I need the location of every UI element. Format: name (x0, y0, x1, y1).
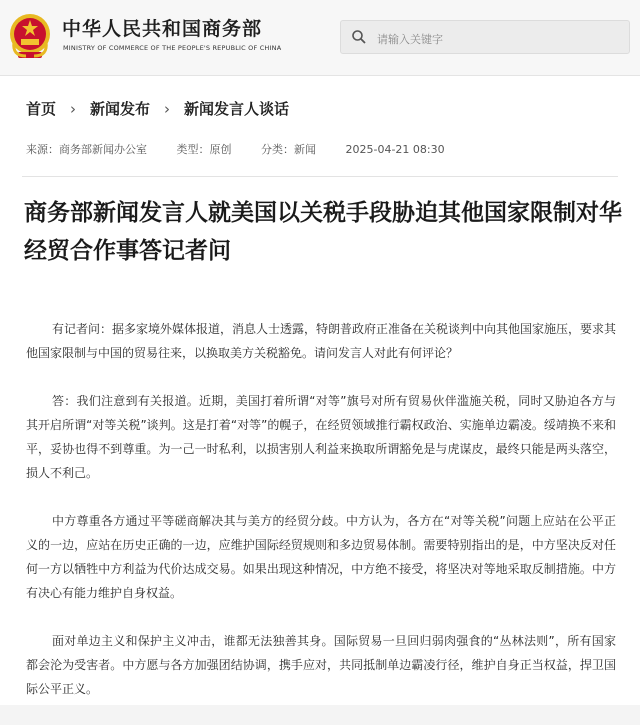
paragraph: 面对单边主义和保护主义冲击，谁都无法独善其身。国际贸易一旦回归弱肉强食的“丛林法则”，所有国家都会沦为受害者。中方愿与各方加强团结协调，携手应对，共同抵制单边霸凌行径，维护自身正当权益，捍卫国际公平正义。 (26, 634, 616, 696)
search-input[interactable]: 请输入关键字 (377, 33, 443, 46)
site-header (0, 0, 640, 76)
breadcrumb-spokesperson[interactable]: 新闻发言人谈话 (184, 100, 290, 118)
breadcrumb (26, 98, 289, 119)
site-name-cn[interactable]: 中华人民共和国商务部 (62, 18, 263, 40)
article-meta (26, 141, 445, 157)
divider (22, 176, 618, 177)
national-emblem-icon[interactable] (8, 12, 52, 60)
article-title: 商务部新闻发言人就美国以关税手段胁迫其他国家限制对华经贸合作事答记者问 (24, 200, 622, 264)
breadcrumb-separator: › (164, 100, 171, 118)
meta-date: 2025-04-21 08:30 (345, 143, 445, 156)
site-name-en: MINISTRY OF COMMERCE OF THE PEOPLE'S REPUBLIC OF CHINA (63, 44, 282, 52)
breadcrumb-separator: › (70, 100, 77, 118)
paragraph-answer: 答：我们注意到有关报道。近期，美国打着所谓“对等”旗号对所有贸易伙伴滥施关税，同时又胁迫各方与其开启所谓“对等关税”谈判。这是打着“对等”的幌子，在经贸领域推行霸权政治、实施单边霸凌。绥靖换不来和平，妥协也得不到尊重。为一己一时私利，以损害别人利益来换取所谓豁免是与虎谋皮，最终只能是两头落空，损人不利己。 (26, 394, 616, 480)
search-icon[interactable] (351, 29, 367, 45)
paragraph: 中方尊重各方通过平等磋商解决其与美方的经贸分歧。中方认为，各方在“对等关税”问题上应站在公平正义的一边，应站在历史正确的一边，应维护国际经贸规则和多边贸易体制。需要特别指出的是，中方坚决反对任何一方以牺牲中方利益为代价达成交易。如果出现这种情况，中方绝不接受，将坚决对等地采取反制措施。中方有决心有能力维护自身权益。 (26, 514, 616, 600)
meta-source: 来源：商务部新闻办公室 (26, 143, 147, 156)
breadcrumb-news-release[interactable]: 新闻发布 (90, 100, 151, 118)
search-box[interactable] (340, 20, 630, 54)
article-body (26, 317, 616, 725)
meta-category: 分类：新闻 (261, 143, 316, 156)
paragraph-question: 有记者问：据多家境外媒体报道，消息人士透露，特朗普政府正准备在关税谈判中向其他国家施压，要求其他国家限制与中国的贸易往来，以换取美方关税豁免。请问发言人对此有何评论？ (26, 322, 617, 360)
article-page (0, 76, 640, 705)
meta-type: 类型：原创 (176, 143, 232, 156)
breadcrumb-home[interactable]: 首页 (26, 100, 57, 118)
